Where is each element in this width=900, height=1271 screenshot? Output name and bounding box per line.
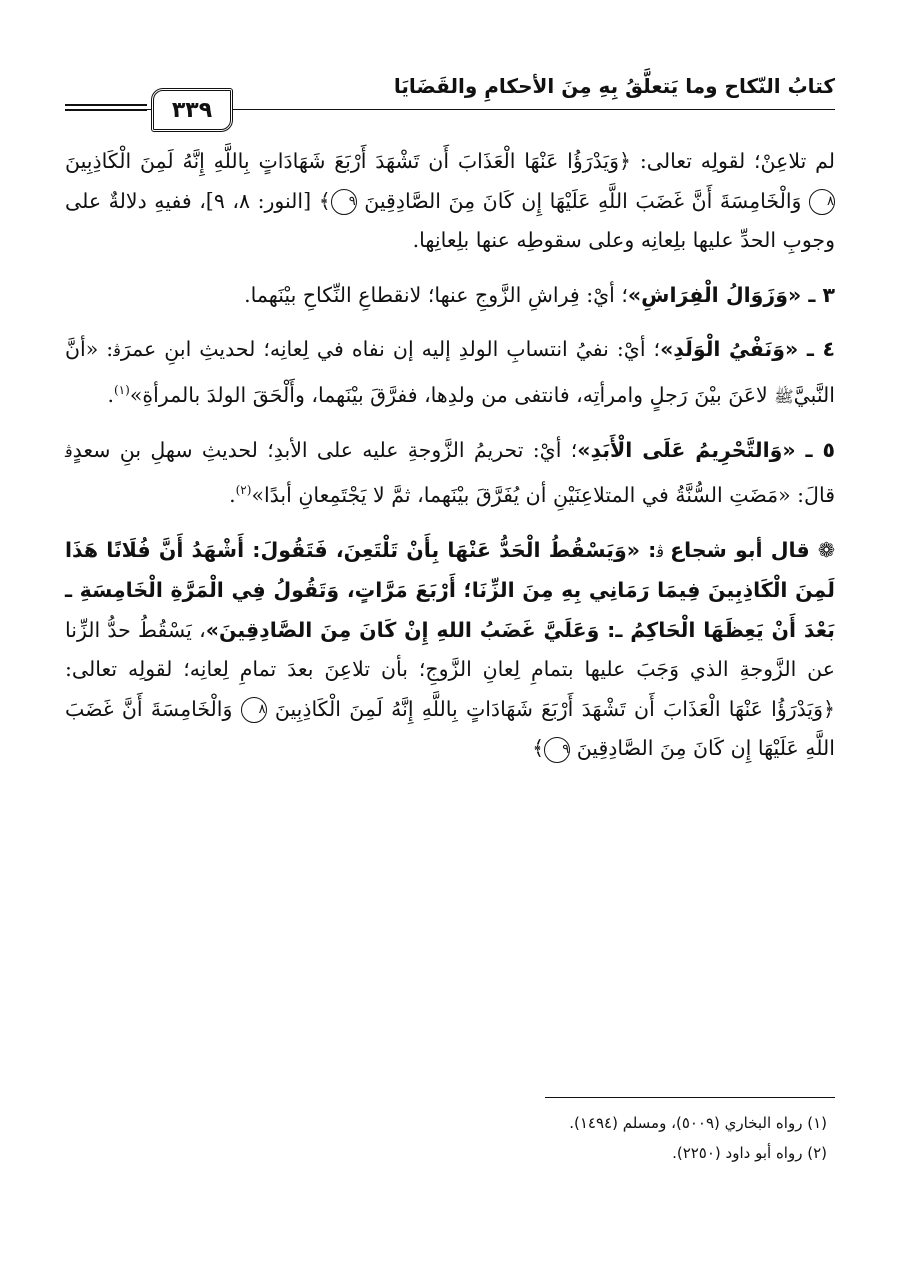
footnote-ref[interactable]: (٢) [235, 483, 252, 498]
text: ؛ أيْ: تحريمُ الزَّوجةِ عليه على الأبدِ؛ لحديثِ سهلِ بنِ سعدٍ [72, 437, 578, 462]
text: ، يَسْقُطُ حدُّ الزِّنا عن الزَّوجةِ الذي وَجَبَ عليها بتمامِ لِعانِ الزَّوجِ؛ بأن تلاعِنَ بعدَ تمامِ لِعانِه؛ لقولِه تعالى: [65, 617, 835, 682]
paragraph-5 [65, 531, 835, 769]
page-number: ٣٣٩ [151, 88, 233, 132]
quran-verse: ﴿وَيَدْرَؤُا عَنْهَا الْعَذَابَ أَن تَشْهَدَ أَرْبَعَ شَهَادَاتٍ بِاللَّهِ إِنَّهُ لَمِنَ الْكَاذِبِينَ [274, 696, 835, 721]
ayah-number-marker: ٩ [544, 737, 570, 763]
honorific-mark: ﭬ [656, 541, 671, 561]
honorific-mark: ﭬ [113, 341, 121, 360]
author-name: قال أبو شجاع [670, 537, 818, 562]
salawat-mark: ﷺ [774, 386, 794, 406]
footnote-separator [545, 1097, 835, 1098]
quran-verse: وَالْخَامِسَةَ أَنَّ غَضَبَ اللَّهِ عَلَيْهَا إِن كَانَ مِنَ الصَّادِقِينَ [65, 696, 835, 761]
running-title: كتابُ النّكاح وما يَتعلَّقُ بِهِ مِنَ الأحكامِ والقَضَايَا [393, 74, 835, 98]
footnotes [569, 1108, 827, 1168]
matn-quote: ٤ ـ «وَنَفْيُ الْوَلَدِ» [660, 337, 835, 361]
quran-bracket: ﴾ [318, 188, 331, 213]
paragraph-1 [65, 142, 835, 261]
flower-mark: ❁ [817, 537, 836, 562]
text: ؛ أيْ: نفيُ انتسابِ الولدِ إليه إن نفاه في لِعانِه؛ لحديثِ ابنِ عمرَ [120, 337, 661, 361]
matn-quote: : «وَيَسْقُطُ الْحَدُّ عَنْهَا بِأَنْ تَلْتَعِنَ، فَتَقُولَ: أَشْهَدُ أَنَّ فُلَانًا هَذَا لَمِنَ الْكَاذِبِينَ فِيمَا رَمَانِي بِهِ مِنَ الزِّنَا؛ أَرْبَعَ مَرَّاتٍ، وَتَقُولُ فِي الْمَرَّةِ الْخَامِسَةِ ـ بَعْدَ أَنْ يَعِظَهَا الْحَاكِمُ ـ: وَعَلَيَّ غَضَبُ اللهِ إِنْ كَانَ مِنَ الصَّادِقِينَ» [65, 537, 835, 642]
text: لم تلاعِنْ؛ لقولِه تعالى: [631, 149, 835, 173]
text: : «أنَّ النَّبيَّ [65, 337, 835, 407]
book-page [65, 60, 835, 1210]
footnote-ref[interactable]: (١) [113, 382, 130, 397]
paragraph-2 [65, 276, 835, 316]
ayah-number-marker: ٨ [241, 697, 267, 723]
text: . [229, 483, 236, 508]
text: ؛ أيْ: فِراشِ الزَّوجِ عنها؛ لانقطاعِ النِّكاحِ بيْنَهما. [244, 282, 628, 307]
text: [النور: ٨، ٩]، ففيهِ دلالةٌ على وجوبِ الحدِّ عليها بلِعانِه وعلى سقوطِه عنها بلِعانِها. [65, 188, 835, 252]
header-ornament-lines [65, 104, 147, 114]
text: لاعَنَ بيْنَ رَجلٍ وامرأتِه، فانتفى من ولدِها، ففرَّقَ بيْنَهما، وأَلْحَقَ الولدَ بالمرأةِ» [129, 382, 775, 407]
matn-quote: ٣ ـ «وَزَوَالُ الْفِرَاشِ» [627, 282, 835, 307]
quran-verse: وَالْخَامِسَةَ أَنَّ غَضَبَ اللَّهِ عَلَيْهَا إِن كَانَ مِنَ الصَّادِقِينَ [364, 188, 809, 213]
paragraph-4 [65, 431, 835, 516]
text: . [107, 382, 114, 407]
matn-quote: ٥ ـ «وَالتَّحْرِيمُ عَلَى الْأَبَدِ» [577, 437, 835, 462]
quran-bracket: ﴾ [532, 736, 545, 761]
paragraph-3 [65, 330, 835, 416]
main-text [65, 142, 835, 784]
honorific-mark: ﭬ [65, 441, 73, 461]
page-header [65, 60, 835, 132]
text: قالَ: «مَضَتِ السُّنَّةُ في المتلاعِنَيْنِ أن يُفَرَّقَ بيْنَهما، ثمَّ لا يَجْتَمِعانِ أبدًا» [251, 483, 835, 508]
ayah-number-marker: ٩ [331, 189, 357, 215]
footnote-2: (٢) رواه أبو داود (٢٢٥٠). [672, 1144, 827, 1162]
ayah-number-marker: ٨ [809, 189, 835, 215]
footnote-1: (١) رواه البخاري (٥٠٠٩)، ومسلم (١٤٩٤). [569, 1114, 827, 1132]
quran-verse: ﴿وَيَدْرَؤُا عَنْهَا الْعَذَابَ أَن تَشْهَدَ أَرْبَعَ شَهَادَاتٍ بِاللَّهِ إِنَّهُ لَمِنَ الْكَاذِبِينَ [65, 149, 632, 173]
